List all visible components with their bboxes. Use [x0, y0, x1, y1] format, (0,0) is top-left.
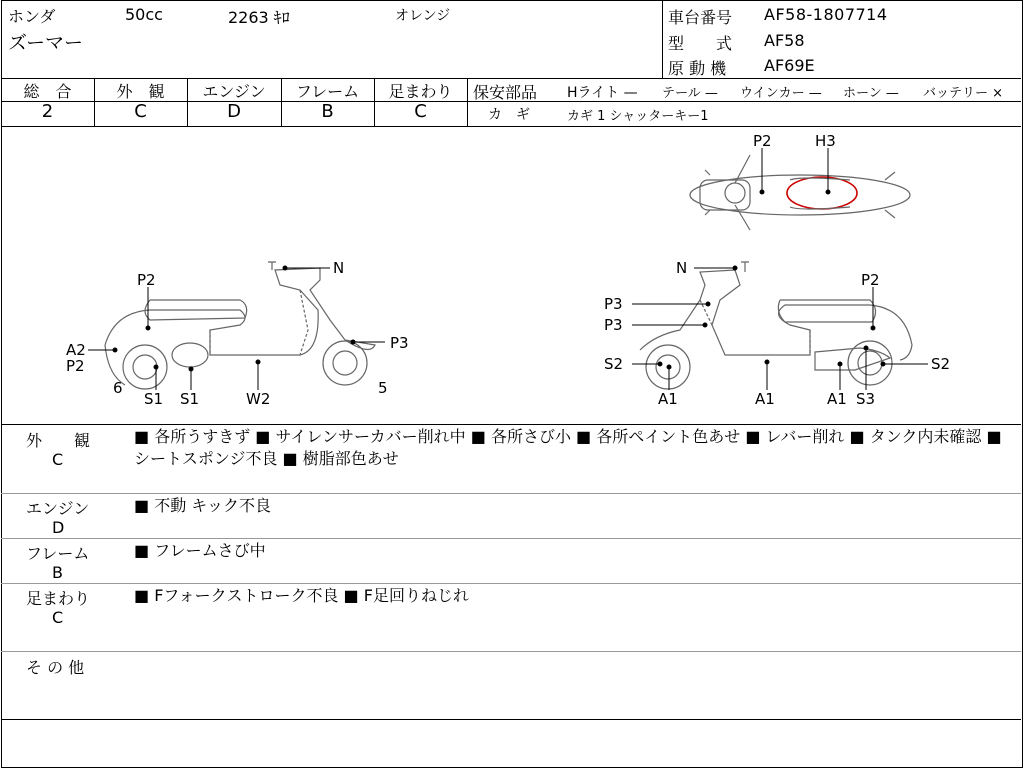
safety-title: 保安部品	[473, 83, 538, 102]
label-right-a1b: A1	[755, 390, 775, 408]
label-left-a2: A2	[66, 341, 86, 359]
frame-no-label: 車台番号	[668, 8, 733, 27]
label-right-p3a: P3	[604, 295, 623, 313]
key-value: カギ 1 シャッターキー1	[567, 109, 709, 124]
section-engine-title: エンジン	[26, 499, 90, 518]
label-right-p2: P2	[861, 271, 880, 289]
section-exterior-text: ■ 各所うすきず ■ サイレンサーカバー削れ中 ■ 各所さび小 ■ 各所ペイント色あせ ■ レバー削れ ■ タンク内未確認 ■ シートスポンジ不良 ■ 樹脂部色あせ	[134, 427, 1002, 468]
safety-item-winker: ウインカー —	[740, 86, 822, 101]
grade-value-engine: D	[227, 101, 241, 122]
safety-item-battery: バッテリー ×	[923, 86, 1004, 101]
bottom-line	[1, 719, 1021, 720]
label-right-a1c: A1	[827, 390, 847, 408]
safety-item-horn: ホーン —	[843, 86, 899, 101]
scooter-diagram	[0, 126, 1024, 424]
key-label: カ ギ	[488, 107, 530, 123]
section-divider	[1, 583, 1021, 584]
frame-no-value: AF58-1807714	[764, 5, 888, 24]
grade-label-overall: 総 合	[23, 82, 72, 101]
section-divider	[1, 493, 1021, 494]
grade-label-engine: エンジン	[202, 82, 266, 101]
label-right-n: N	[676, 259, 688, 277]
label-left-5: 5	[378, 379, 388, 397]
label-left-p3: P3	[390, 334, 409, 352]
grade-label-suspension: 足まわり	[388, 82, 453, 101]
type-value: AF58	[764, 31, 805, 50]
label-left-6: 6	[113, 379, 123, 397]
engine-label: 原 動 機	[668, 59, 727, 78]
safety-item-tail: テール —	[662, 86, 718, 101]
section-exterior-title: 外 観	[26, 431, 91, 450]
label-top-h3: H3	[815, 132, 836, 150]
grade-label-exterior: 外 観	[116, 82, 165, 101]
section-frame-title: フレーム	[26, 544, 90, 563]
label-left-p2: P2	[137, 271, 156, 289]
grade-value-frame: B	[321, 101, 334, 122]
top-view-scooter	[690, 155, 910, 230]
label-left-p2b: P2	[66, 357, 85, 375]
grade-label-frame: フレーム	[295, 82, 360, 101]
grade-value-exterior: C	[134, 101, 147, 122]
section-engine-text: ■ 不動 キック不良	[134, 496, 271, 515]
grade-divider	[467, 78, 468, 126]
label-right-s2a: S2	[604, 355, 624, 373]
section-suspension-text: ■ Fフォークストローク不良 ■ F足回りねじれ	[134, 586, 469, 605]
maker: ホンダ	[8, 7, 56, 26]
grade-value-overall: 2	[41, 101, 54, 122]
model-name: ズーマー	[8, 32, 84, 54]
section-divider	[1, 651, 1021, 652]
label-right-s3: S3	[856, 390, 876, 408]
mileage: 2263 ｷﾛ	[228, 8, 290, 27]
section-suspension-title: 足まわり	[26, 589, 91, 608]
engine-value: AF69E	[764, 56, 815, 75]
header-divider	[662, 0, 663, 78]
section-divider	[1, 538, 1021, 539]
section-exterior-grade: C	[52, 450, 64, 469]
label-right-a1a: A1	[658, 390, 678, 408]
label-left-s1b: S1	[180, 390, 200, 408]
safety-item-headlight: Hライト —	[567, 85, 638, 101]
color: オレンジ	[395, 8, 451, 24]
diagram-bottom-line	[1, 424, 1021, 425]
grade-value-suspension: C	[414, 101, 427, 122]
type-label: 型 式	[668, 34, 733, 53]
label-left-s1a: S1	[144, 390, 164, 408]
section-suspension-grade: C	[52, 608, 64, 627]
label-top-p2: P2	[753, 132, 772, 150]
label-left-n: N	[333, 259, 345, 277]
displacement: 50cc	[125, 5, 163, 24]
label-right-p3b: P3	[604, 316, 623, 334]
safety-mid-line	[467, 101, 1021, 102]
section-frame-grade: B	[52, 563, 63, 582]
label-right-s2b: S2	[931, 355, 951, 373]
section-engine-grade: D	[52, 518, 65, 537]
section-other-title: そ の 他	[26, 658, 85, 677]
label-left-w2: W2	[246, 390, 271, 408]
section-frame-text: ■ フレームさび中	[134, 541, 266, 560]
